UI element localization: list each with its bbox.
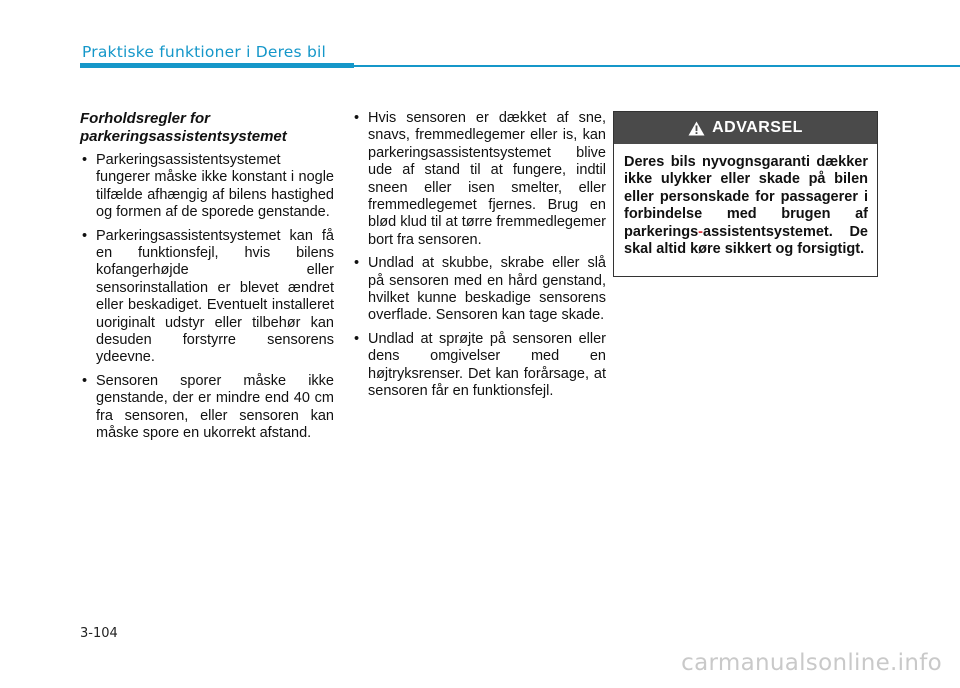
precautions-list-continued xyxy=(352,110,606,401)
list-item: • Undlad at skubbe, skrabe eller slå på sensoren med en hård genstand, hvilket kunne beskadige sensorens overflade. Sensoren kan tage skade. xyxy=(352,255,606,325)
header-rule-thin xyxy=(354,65,960,67)
left-column xyxy=(80,110,334,449)
list-item: • Parkeringsassistentsystemet fungerer måske ikke konstant i nogle tilfælde afhængig af bilens hastighed og formen af de sporede genstande. xyxy=(80,152,334,222)
section-title: Praktiske funktioner i Deres bil xyxy=(82,43,327,61)
warning-text xyxy=(614,144,877,258)
list-item: • Hvis sensoren er dækket af sne, snavs, fremmedlegemer eller is, kan parkeringsassistentsystemet blive ude af stand til at fungere, indtil sneen eller isen smelter, eller fremmedlegemet fjernes. Brug en blød klud til at tørre fremmedlegemer bort fra sensoren. xyxy=(352,110,606,249)
subsection-heading: Forholdsregler for parkeringsassistentsystemet xyxy=(80,110,287,145)
warning-text-part-2: assistentsystemet. De skal altid køre sikkert og forsigtigt. xyxy=(624,223,868,258)
watermark: carmanualsonline.info xyxy=(681,650,942,676)
middle-column xyxy=(352,110,606,407)
warning-header xyxy=(614,112,877,144)
warning-box xyxy=(613,111,878,277)
list-item: • Undlad at sprøjte på sensoren eller dens omgivelser med en højtryksrenser. Det kan forårsage, at sensoren får en funktionsfejl. xyxy=(352,331,606,401)
warning-title: ADVARSEL xyxy=(712,119,803,136)
warning-triangle-icon xyxy=(688,121,705,136)
page-number: 3-104 xyxy=(80,626,118,641)
warning-text-part-1: Deres bils nyvognsgaranti dækker ikke ulykker eller skade på bilen eller personskade for passagerer i forbindelse med brugen af parkerings xyxy=(624,154,868,240)
precautions-list xyxy=(80,152,334,443)
header-rule-thick xyxy=(80,63,354,68)
list-item: • Parkeringsassistentsystemet kan få en funktionsfejl, hvis bilens kofangerhøjde eller sensorinstallation er blevet ændret eller beskadiget. Eventuelt installeret uoriginalt udstyr eller tilbehør kan desuden forstyrre sensorens ydeevne. xyxy=(80,228,334,367)
warning-hyphen: - xyxy=(698,223,703,240)
list-item: • Sensoren sporer måske ikke genstande, der er mindre end 40 cm fra sensoren, eller sensoren kan måske spore en ukorrekt afstand. xyxy=(80,373,334,443)
